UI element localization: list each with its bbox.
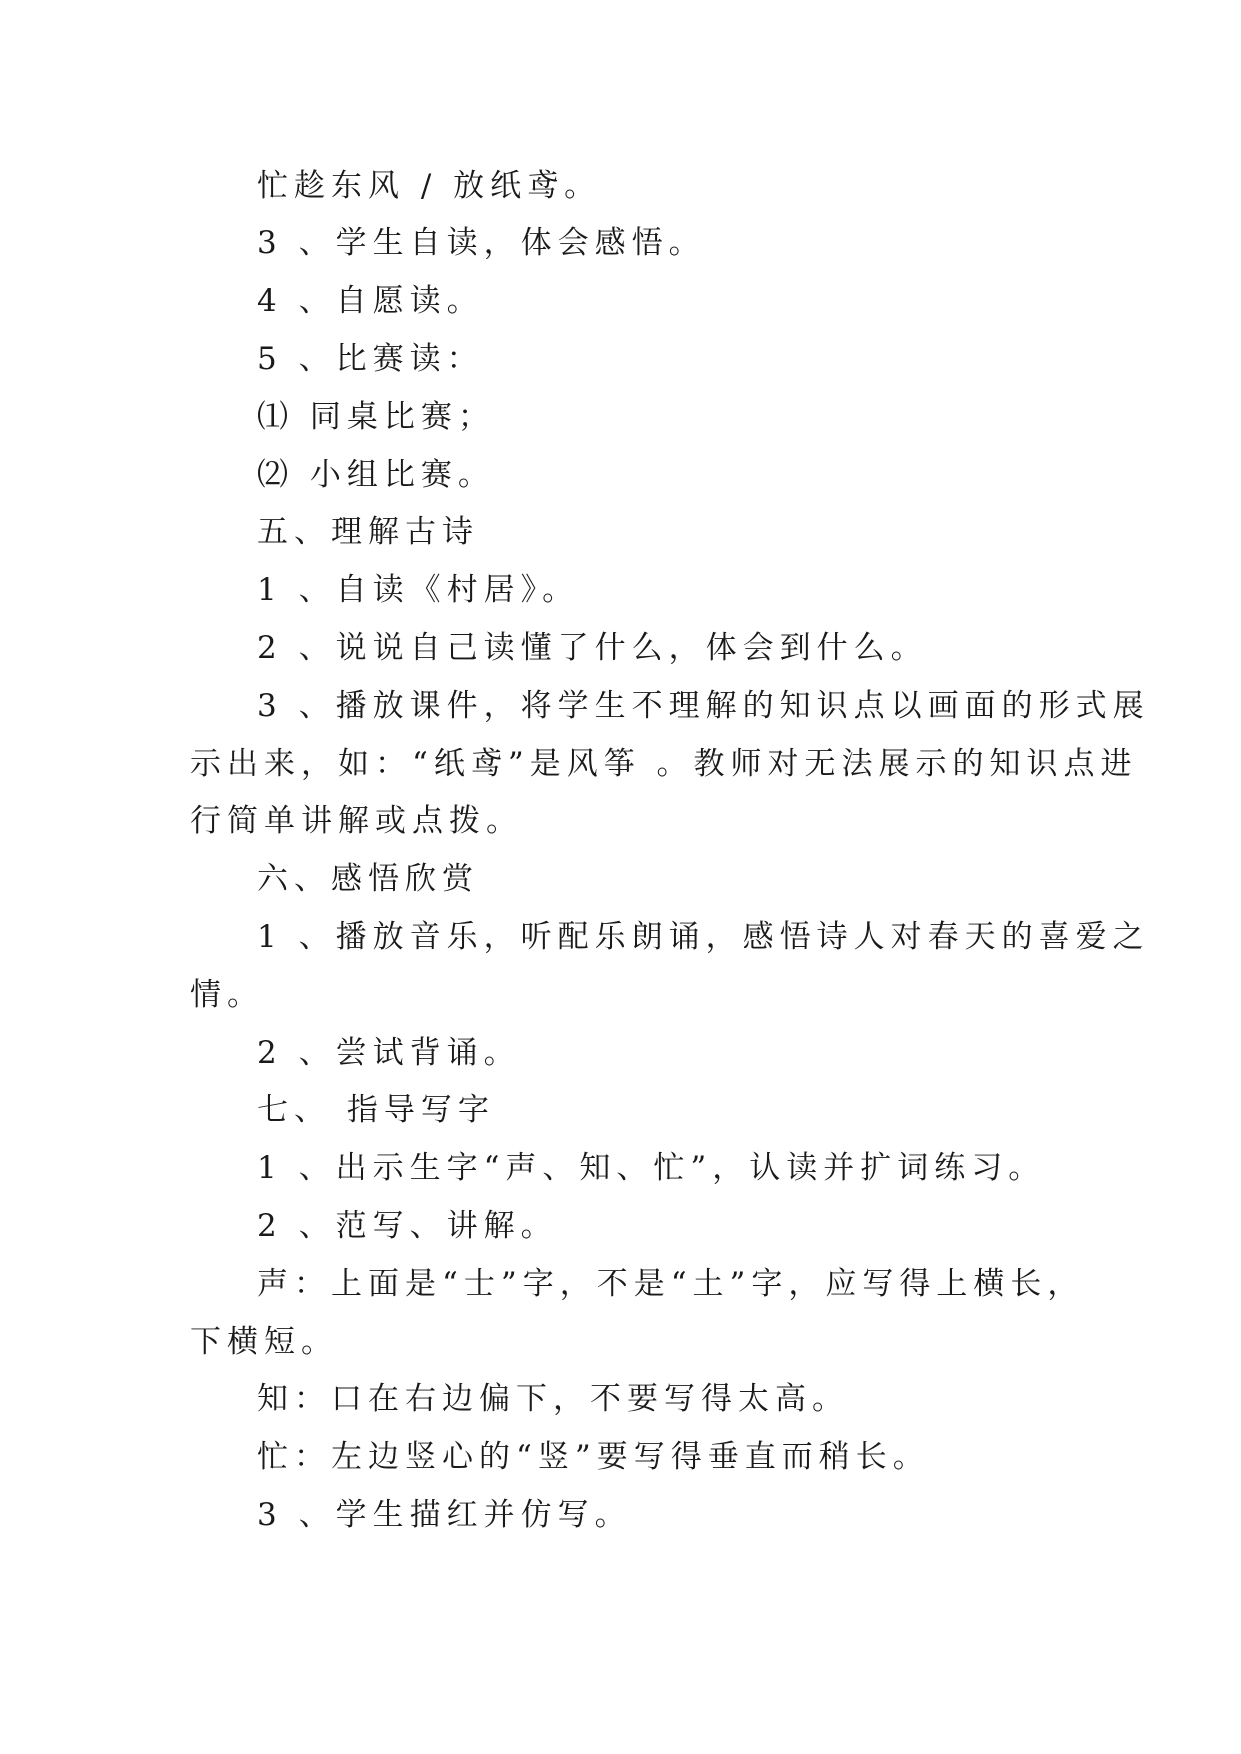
text-line: 下横短。 — [190, 1324, 338, 1360]
text-line: 2 、范写、讲解。 — [257, 1208, 558, 1244]
text-line: 1 、自读《村居》。 — [257, 572, 580, 608]
text-line: 声：上面是“士”字，不是“土”字，应写得上横长， — [257, 1266, 1085, 1302]
text-line: 示出来，如：“纸鸢”是风筝 。教师对无法展示的知识点进 — [190, 746, 1138, 782]
text-line: 情。 — [190, 977, 264, 1013]
text-line: 4 、自愿读。 — [257, 283, 484, 319]
text-line: 3 、学生描红并仿写。 — [257, 1497, 632, 1533]
text-line: 3 、播放课件，将学生不理解的知识点以画面的形式展 — [257, 688, 1150, 724]
text-line: 2 、说说自己读懂了什么，体会到什么。 — [257, 630, 928, 666]
text-line: 1 、出示生字“声、知、忙”，认读并扩词练习。 — [257, 1150, 1046, 1186]
section-heading: 七、 指导写字 — [257, 1092, 495, 1128]
text-line: 知：口在右边偏下，不要写得太高。 — [257, 1381, 849, 1417]
text-line: ⑴ 同桌比赛； — [257, 399, 495, 435]
section-heading: 五、理解古诗 — [257, 514, 479, 550]
text-line: 5 、比赛读： — [257, 341, 484, 377]
text-line: ⑵ 小组比赛。 — [257, 457, 495, 493]
text-line: 行简单讲解或点拨。 — [190, 803, 523, 839]
text-line: 忙趁东风 / 放纸鸢。 — [257, 168, 602, 204]
text-line: 3 、学生自读，体会感悟。 — [257, 225, 706, 261]
text-line: 2 、尝试背诵。 — [257, 1035, 521, 1071]
section-heading: 六、感悟欣赏 — [257, 861, 479, 897]
text-line: 忙：左边竖心的“竖”要写得垂直而稍长。 — [257, 1439, 930, 1475]
text-line: 1 、播放音乐，听配乐朗诵，感悟诗人对春天的喜爱之 — [257, 919, 1150, 955]
